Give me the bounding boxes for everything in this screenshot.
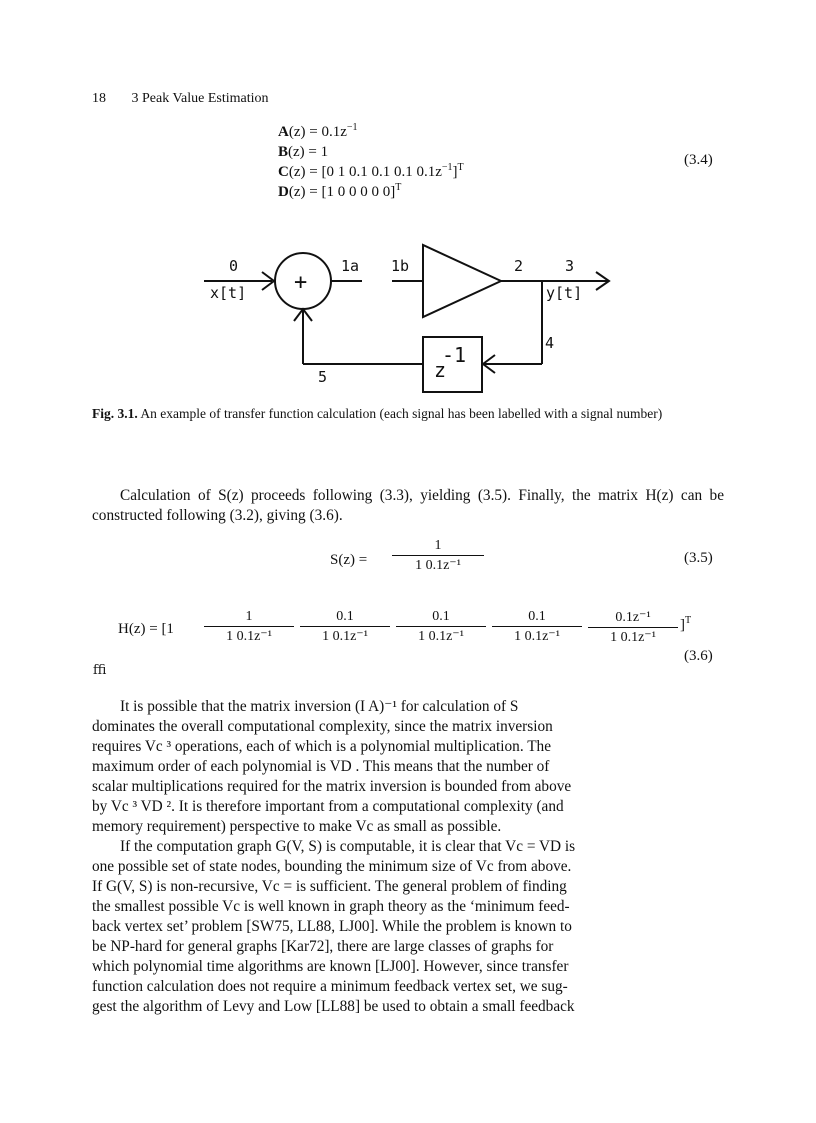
signal-label-4: 4 [545, 334, 555, 352]
eq-line-d: D(z) = [1 0 0 0 0 0]$^T$ [278, 182, 402, 200]
equation-number-3-4: (3.4) [684, 152, 713, 168]
eq36-close: ]$^T$ [680, 615, 692, 633]
eq36-fraction-1: $\frac{1}{\text{1 0.1z⁻¹}}$ [204, 609, 294, 645]
delay-z: z [434, 358, 447, 382]
figure-caption-label: Fig. 3.1. [92, 406, 138, 421]
paragraph-1: Calculation of S(z) proceeds following (3.3), yielding (3.5). Finally, the matrix H(z) can be constructed following (3.2), giving (3.6). [92, 487, 724, 524]
equation-number-3-6: (3.6) [684, 648, 713, 664]
signal-label-0: 0 [229, 257, 239, 275]
eq36-fraction-4: $\frac{0.1}{\text{1 0.1z⁻¹}}$ [492, 609, 582, 645]
eq35-lhs: S(z) = [330, 552, 368, 568]
equation-number-3-5: (3.5) [684, 550, 713, 566]
paragraph-2: It is possible that the matrix inversion (I A)⁻¹ for calculation of S dominates the overall computational complexity, since the matrix inversion requires Vc ³ operations, each of which is a polynomial multiplication. The maximum order of each polynomial is VD . This means that the number of scalar multiplications required for the matrix inversion is bounded from above by Vc ³ VD ². It is therefore important from a computational complexity (and memory requirement) perspective to make Vc as small as possible. [92, 698, 572, 835]
figure-3-1-diagram [0, 0, 816, 400]
eq36-fraction-5: $\frac{\text{0.1z⁻¹}}{\text{1 0.1z⁻¹}}$ [588, 609, 678, 646]
eq35-denominator: 1 0.1z⁻¹ [415, 558, 461, 573]
eq-line-a: $A(z) = 0.1z^{-1}$ [278, 122, 358, 140]
output-label-y: y[t] [546, 284, 583, 302]
eq-line-b: B(z) = 1 [278, 144, 329, 160]
figure-caption-text: An example of transfer function calculation (each signal has been labelled with a signal number) [137, 406, 663, 421]
eq-line-c: C(z) = [0 1 0.1 0.1 0.1 $0.1z^{-1}]^T$ [278, 162, 464, 180]
signal-label-1b: 1b [391, 257, 410, 275]
paragraph-3: If the computation graph G(V, S) is computable, it is clear that Vc = VD is one possible set of state nodes, bounding the minimum size of Vc from above. If G(V, S) is non-recursive, Vc = is sufficient. The general problem of finding the smallest possible Vc is well known in graph theory as the ‘minimum feed- back vertex set’ problem [SW75, LL88, LJ00]. While the problem is known to be NP-hard for general graphs [Kar72], there are large classes of graphs for which polynomial time algorithms are known [LJ00]. However, since transfer function calculation does not require a minimum feedback vertex set, we sug- gest the algorithm of Levy and Low [LL88] be used to obtain a small feedback [92, 838, 576, 1015]
page-number: 18 [92, 91, 106, 106]
running-title: 3 Peak Value Estimation [131, 91, 269, 106]
signal-label-2: 2 [514, 257, 524, 275]
delay-exponent: -1 [442, 343, 467, 367]
ligature-glyph: ﬃ [93, 662, 107, 677]
eq36-fraction-2: $\frac{0.1}{\text{1 0.1z⁻¹}}$ [300, 609, 390, 645]
eq35-fraction [392, 538, 484, 574]
eq36-lhs: H(z) = [1 [118, 621, 174, 637]
gain-triangle [423, 245, 501, 317]
figure-caption [92, 404, 724, 423]
input-label-x: x[t] [210, 284, 247, 302]
signal-label-5: 5 [318, 368, 328, 386]
signal-label-1a: 1a [341, 257, 360, 275]
adder-plus-sign: + [294, 270, 308, 295]
signal-label-3: 3 [565, 257, 575, 275]
eq35-numerator: 1 [392, 538, 484, 556]
eq36-fraction-3: $\frac{0.1}{\text{1 0.1z⁻¹}}$ [396, 609, 486, 645]
